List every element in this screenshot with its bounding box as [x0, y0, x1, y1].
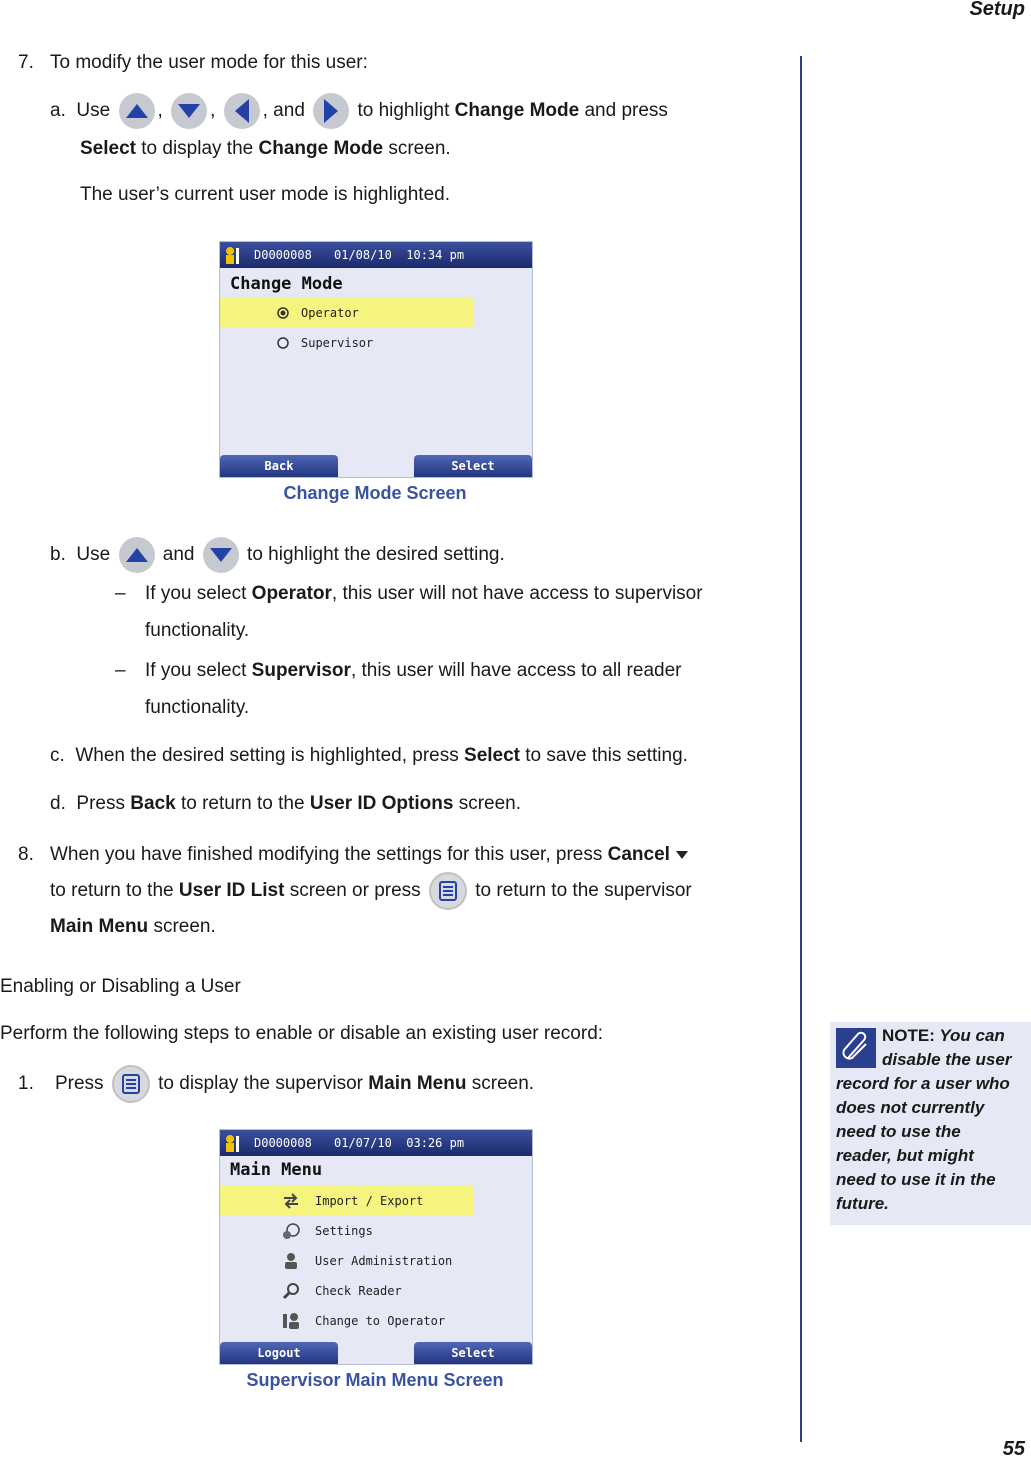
- menu-item-change-operator[interactable]: Change to Operator: [220, 1306, 474, 1336]
- radio-unselected-icon: [277, 337, 289, 349]
- note-line6: reader, but might: [836, 1146, 974, 1165]
- radio-selected-icon: [277, 307, 289, 319]
- section-intro: Perform the following steps to enable or disable an existing user record:: [0, 1023, 604, 1044]
- step7b-supervisor-cont: functionality.: [145, 697, 250, 718]
- step7b-operator: If you select Operator, this user will not have access to supervisor: [145, 583, 703, 604]
- step7a-line1: a. Use , , , and to highlight Change Mode and press: [50, 93, 668, 129]
- step7b-supervisor: If you select Supervisor, this user will have access to all reader: [145, 660, 682, 681]
- step7b-dash1: –: [115, 583, 126, 604]
- note-line4: does not currently: [836, 1098, 985, 1117]
- paperclip-icon: [836, 1028, 876, 1068]
- note-line1: NOTE: You can: [882, 1026, 1005, 1045]
- note-line5: need to use the: [836, 1122, 961, 1141]
- screen-status-bar: D0000008 01/07/10 03:26 pm: [220, 1130, 532, 1156]
- change-mode-caption: Change Mode Screen: [283, 483, 467, 503]
- up-arrow-button-icon: [119, 537, 155, 573]
- step7c: c. When the desired setting is highlighted, press Select to save this setting.: [50, 745, 688, 766]
- magnifier-icon: [282, 1282, 300, 1300]
- note-line7: need to use it in the: [836, 1170, 996, 1189]
- home-menu-button-icon: [112, 1065, 150, 1103]
- note-box: [830, 1022, 1031, 1225]
- menu-item-import-export[interactable]: Import / Export: [220, 1186, 474, 1216]
- option-supervisor[interactable]: Supervisor: [220, 328, 474, 358]
- user-admin-icon: [224, 245, 242, 265]
- screen-status-bar: D0000008 01/08/10 10:34 pm: [220, 242, 532, 268]
- right-arrow-button-icon: [313, 93, 349, 129]
- main-menu-caption: Supervisor Main Menu Screen: [246, 1370, 504, 1390]
- up-arrow-button-icon: [119, 93, 155, 129]
- step7-number: 7.: [18, 52, 34, 73]
- section-header: Setup: [969, 0, 1025, 20]
- step8-line3: Main Menu screen.: [50, 916, 216, 937]
- step7a-note: The user’s current user mode is highlighted.: [80, 184, 450, 205]
- user-admin-icon: [224, 1133, 242, 1153]
- screen-title: Change Mode: [230, 274, 343, 294]
- back-button[interactable]: Back: [220, 455, 338, 477]
- settings-clock-icon: [282, 1222, 300, 1240]
- step7b-dash2: –: [115, 660, 126, 681]
- down-triangle-icon: [675, 850, 689, 860]
- margin-rule: [800, 56, 802, 1442]
- menu-item-user-admin[interactable]: User Administration: [220, 1246, 474, 1276]
- option-operator[interactable]: Operator: [220, 298, 474, 328]
- down-arrow-button-icon: [171, 93, 207, 129]
- step7b-operator-cont: functionality.: [145, 620, 250, 641]
- logout-button[interactable]: Logout: [220, 1342, 338, 1364]
- section-step1: 1. Press to display the supervisor Main Menu screen.: [18, 1065, 534, 1101]
- menu-item-check-reader[interactable]: Check Reader: [220, 1276, 474, 1306]
- note-line8: future.: [836, 1194, 889, 1213]
- change-mode-screen: [219, 241, 533, 478]
- step7-text: To modify the user mode for this user:: [50, 52, 368, 73]
- section-heading: Enabling or Disabling a User: [0, 976, 241, 997]
- step8-line1: When you have finished modifying the settings for this user, press Cancel: [50, 843, 689, 867]
- step7b-line: b. Use and to highlight the desired setting.: [50, 537, 505, 573]
- operator-icon: [282, 1312, 300, 1330]
- step8-line2: to return to the User ID List screen or press to return to the supervisor: [50, 872, 692, 908]
- down-arrow-button-icon: [203, 537, 239, 573]
- select-button[interactable]: Select: [414, 1342, 532, 1364]
- step7a-line2: Select to display the Change Mode screen.: [80, 138, 451, 159]
- left-arrow-button-icon: [224, 93, 260, 129]
- main-menu-screen: [219, 1129, 533, 1365]
- select-button[interactable]: Select: [414, 455, 532, 477]
- step7d: d. Press Back to return to the User ID Options screen.: [50, 793, 522, 814]
- note-line2: disable the user: [882, 1050, 1012, 1069]
- home-menu-button-icon: [429, 872, 467, 910]
- screen-title: Main Menu: [230, 1160, 323, 1180]
- page-number: 55: [1002, 1438, 1025, 1460]
- transfer-arrows-icon: [282, 1192, 300, 1210]
- step8-number: 8.: [18, 844, 34, 865]
- user-admin-icon: [282, 1252, 300, 1270]
- note-line3: record for a user who: [836, 1074, 1010, 1093]
- menu-item-settings[interactable]: Settings: [220, 1216, 474, 1246]
